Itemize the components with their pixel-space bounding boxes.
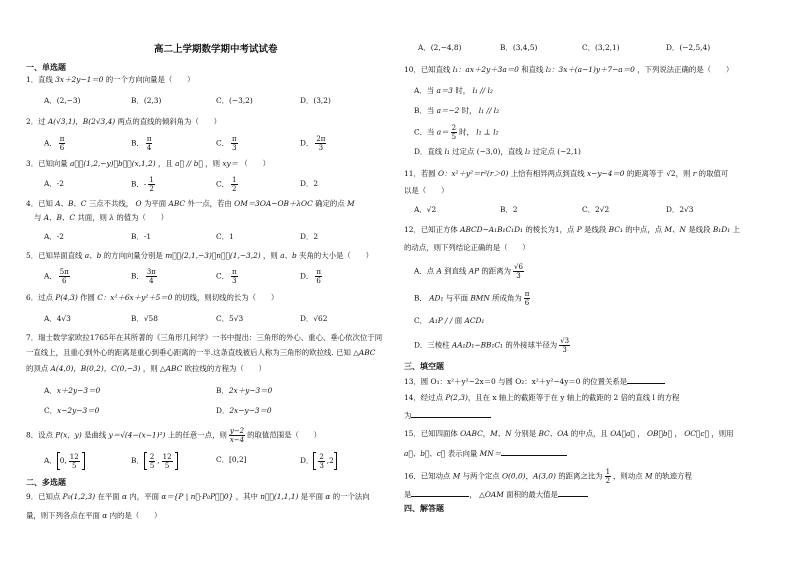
question-14: 14．经过点 P(2,3)，且在 x 轴上的截距等于在 y 轴上的截距的 2 倍的直线 l 的方程 (404, 393, 680, 402)
left-column (26, 0, 388, 561)
q7-option-b[interactable]: B．2x＋y−3＝0 (216, 386, 273, 395)
q6-option-c[interactable]: C．5√3 (216, 314, 244, 323)
q12-option-b[interactable]: B． AD₁ 与平面 BMN 所成角为 $\frac{\pi}{6}$ (414, 290, 530, 307)
q16-answer-blank-2[interactable] (558, 490, 588, 497)
q10-option-a[interactable]: A．当 a＝3 时， l₁ // l₂ (414, 86, 493, 95)
q8-option-a[interactable]: A． 0, $\frac{12}{5}$ (44, 452, 85, 470)
q9-option-a[interactable]: A．(2,−4,8) (418, 43, 462, 52)
q11-option-c[interactable]: C．2√2 (582, 205, 610, 214)
q8-option-c[interactable]: C．[0,2] (216, 455, 247, 464)
q8-option-d[interactable]: D． $\frac{2}{3}$ ,2 (300, 452, 337, 470)
question-9: 9．已知点 P₀(1,2,3) 在平面 α 内，平面 α＝{P | n⃗·P₀P⃗＝0} ，其中 n⃗＝(1,1,1) 是平面 α 的一个法向 (26, 492, 370, 501)
question-11: 11．若圆 O：x²＋y²＝r²(r＞0) 上恰有相异两点到直线 x−y−4＝0 的距离等于 √2，则 r 的取值可 (404, 169, 729, 178)
question-8: 8．设点 P(x，y) 是曲线 y＝√(4−(x−1)²) 上的任意一点，则 $\frac{y-2}{x-4}$ 的取值范围是（ ） (26, 427, 322, 444)
q2-option-c[interactable]: C． $\frac{\pi}{3}$ (216, 135, 237, 152)
q2-option-b[interactable]: B． $\frac{\pi}{4}$ (131, 135, 152, 152)
q7-option-a[interactable]: A．x＋2y−3＝0 (44, 386, 101, 395)
question-12: 12．已知正方体 ABCD−A₁B₁C₁D₁ 的棱长为1，点 P 是线段 BC₁ 的中点，点 M、N 是线段 B₁D₁ 上 (404, 225, 740, 234)
q6-option-b[interactable]: B．√58 (131, 314, 158, 323)
question-9-line2: 量，则下列各点在平面 α 内的是（ ） (26, 511, 162, 520)
q9-option-c[interactable]: C．(3,2,1) (582, 43, 620, 52)
question-15-line2: a⃗、b⃗、c⃗ 表示向量 MN＝ (404, 449, 567, 457)
q5-option-a[interactable]: A． $\frac{5\pi}{6}$ (44, 268, 69, 285)
q4-option-a[interactable]: A．-2 (44, 232, 64, 241)
section-fill-blank: 三、填空题 (404, 361, 444, 371)
q4-option-b[interactable]: B．-1 (131, 232, 152, 241)
q16-answer-blank-1[interactable] (411, 490, 469, 497)
question-15: 15．已知四面体 OABC，M、N 分别是 BC、OA 的中点，且 OA＝a⃗ ， OB＝b⃗ ， OC＝c⃗ ，则用 (404, 429, 734, 438)
q11-option-a[interactable]: A．√2 (414, 205, 437, 214)
q2-option-d[interactable]: D． $\frac{2\pi}{3}$ (300, 135, 326, 152)
question-12-line2: 的动点，则下列结论正确的是（ ） (404, 243, 530, 252)
q6-option-a[interactable]: A．4√3 (44, 314, 71, 323)
question-10: 10．已知直线 l₁：ax＋2y＋3a＝0 和直线 l₂：3x＋(a−1)y＋7−a＝0 ，下列说法正确的是（ ） (404, 65, 734, 74)
q13-answer-blank[interactable] (627, 377, 665, 384)
q7-option-c[interactable]: C．x−2y−3＝0 (44, 406, 100, 415)
q9-option-b[interactable]: B．(3,4,5) (500, 43, 538, 52)
question-4: 4．已知 A、B、C 三点不共线， O 为平面 ABC 外一点，若由 OM＝3OA−OB＋λOC 确定的点 M (26, 199, 355, 208)
question-3: 3．已知向量 a⃗＝(1,2,−y)，b⃗＝(x,1,2) ，且 a⃗ // b⃗ ，则 xy＝ （ ） (26, 159, 270, 168)
q14-answer-blank[interactable] (411, 411, 491, 418)
q6-option-d[interactable]: D．√62 (300, 314, 328, 323)
q4-option-d[interactable]: D．2 (300, 232, 319, 241)
q11-option-d[interactable]: D．2√3 (666, 205, 694, 214)
q5-option-b[interactable]: B． $\frac{3\pi}{4}$ (131, 268, 156, 285)
q1-option-b[interactable]: B．(2,3) (131, 96, 162, 105)
q4-option-c[interactable]: C．1 (216, 232, 234, 241)
q12-option-d[interactable]: D．三棱柱 AA₁D₁−BB₁C₁ 的外接球半径为 $\frac{√3}{3}$ (414, 337, 570, 354)
question-7: 7．瑞士数学家欧拉1765年在其所著的《三角形几何学》一书中提出：三角形的外心、重心、垂心依次位于同 (26, 333, 383, 342)
q3-option-a[interactable]: A．-2 (44, 179, 64, 188)
question-5: 5．已知异面直线 a、b 的方向向量分别是 m⃗＝(2,1,−3)，n⃗＝(1,−3,2) ，则 a、b 夹角的大小是（ ） (26, 251, 373, 260)
q3-option-c[interactable]: C． $\frac{1}{2}$ (216, 176, 237, 193)
q10-option-b[interactable]: B．当 a＝−2 时， l₁ // l₂ (414, 106, 500, 115)
question-16-line2: 是 ， △OAM 面积的最大值是 (404, 490, 588, 498)
question-7-line3: 的顶点 A(4,0)，B(0,2)，C(0,−3) ，则 △ABC 欧拉线的方程为（ ） (26, 364, 266, 373)
q7-option-d[interactable]: D．2x−y−3＝0 (216, 406, 272, 415)
question-7-line2: 一直线上，且重心到外心的距离是重心到垂心距离的一半.这条直线被后人称为三角形的欧拉线. 已知 △ABC (26, 348, 376, 357)
q2-option-a[interactable]: A． $\frac{\pi}{6}$ (44, 135, 65, 152)
right-column (404, 0, 772, 561)
q10-option-c[interactable]: C．当 a＝ $\frac{2}{5}$ 时， l₁ ⊥ l₂ (414, 124, 499, 141)
q1-option-d[interactable]: D．(3,2) (300, 96, 331, 105)
question-6: 6．过点 P(4,3) 作圆 C：x²＋6x＋y²＋5＝0 的切线，则切线的长为（ ） (26, 293, 279, 302)
q5-option-d[interactable]: D． $\frac{\pi}{6}$ (300, 268, 321, 285)
question-14-line2: 为 (404, 411, 491, 419)
question-16: 16．已知动点 M 与两个定点 O(0,0)，A(3,0) 的距离之比为 $\frac{1}{2}$ ，则动点 M 的轨迹方程 (404, 468, 692, 485)
q3-option-d[interactable]: D．2 (300, 179, 319, 188)
question-13: 13．圆 O₁：x²＋y²−2x＝0 与圆 O₂：x²＋y²−4y＝0 的位置关系是 (404, 377, 665, 385)
q5-option-c[interactable]: C． $\frac{\pi}{3}$ (216, 268, 237, 285)
q10-option-d[interactable]: D．直线 l₁ 过定点 (−3,0)，直线 l₂ 过定点 (−2,1) (414, 147, 581, 156)
section-multi-choice: 二、多选题 (26, 477, 66, 487)
q12-option-a[interactable]: A．点 A 到直线 AP 的距离为 $\frac{√6}{3}$ (414, 263, 523, 280)
q1-option-c[interactable]: C．(−3,2) (216, 96, 253, 105)
q11-option-b[interactable]: B．2 (500, 205, 518, 214)
question-2: 2．过 A(√3,1)，B(2√3,4) 两点的直线的倾斜角为（ ） (26, 117, 222, 126)
q3-option-b[interactable]: B．- $\frac{1}{2}$ (131, 176, 154, 193)
q12-option-c[interactable]: C． A₁P / / 面 ACD₁ (414, 316, 485, 325)
question-1: 1．直线 3x＋2y−1＝0 的一个方向向量是（ ） (26, 75, 195, 84)
q9-option-d[interactable]: D．(−2,5,4) (666, 43, 711, 52)
exam-title: 高二上学期数学期中考试试卷 (154, 44, 278, 55)
section-single-choice: 一、单选题 (26, 62, 66, 72)
q15-answer-blank[interactable] (501, 449, 567, 456)
q1-option-a[interactable]: A．(2,−3) (44, 96, 81, 105)
q8-option-b[interactable]: B． $\frac{2}{5}$ , $\frac{12}{5}$ (131, 452, 178, 470)
question-4-line2: 与 A、B、C 共面，则 λ 的值为（ ） (34, 213, 169, 222)
question-11-line2: 以是（ ） (404, 186, 449, 195)
section-answer: 四、解答题 (404, 503, 444, 513)
